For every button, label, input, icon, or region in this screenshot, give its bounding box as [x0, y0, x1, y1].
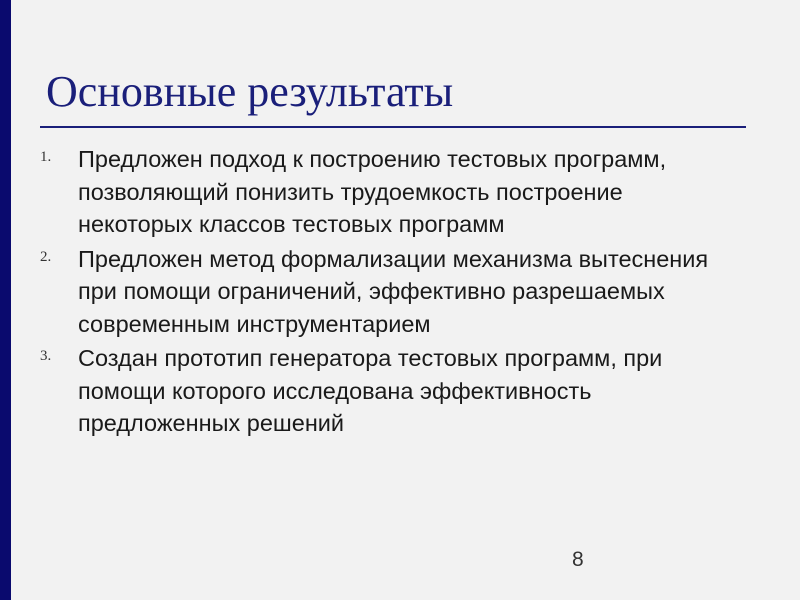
accent-bar — [0, 0, 11, 600]
list-item-text: Предложен подход к построению тестовых программ, позволяющий понизить трудоемкость построение некоторых классов тестовых программ — [78, 146, 667, 237]
list-item — [40, 243, 740, 341]
slide-title: Основные результаты — [46, 67, 454, 116]
page-number: 8 — [572, 548, 584, 571]
list-item — [40, 143, 740, 241]
list-item-number: 3. — [40, 348, 52, 364]
results-list — [40, 143, 740, 442]
list-item-text: Предложен метод формализации механизма вытеснения при помощи ограничений, эффективно разрешаемых современным инструментарием — [78, 245, 709, 337]
list-item — [40, 342, 740, 440]
list-item-text: Создан прототип генератора тестовых программ, при помощи которого исследована эффективность предложенных решений — [78, 345, 663, 436]
list-item-number: 2. — [40, 248, 52, 265]
list-item-number: 1. — [40, 149, 52, 165]
title-divider — [40, 126, 746, 128]
